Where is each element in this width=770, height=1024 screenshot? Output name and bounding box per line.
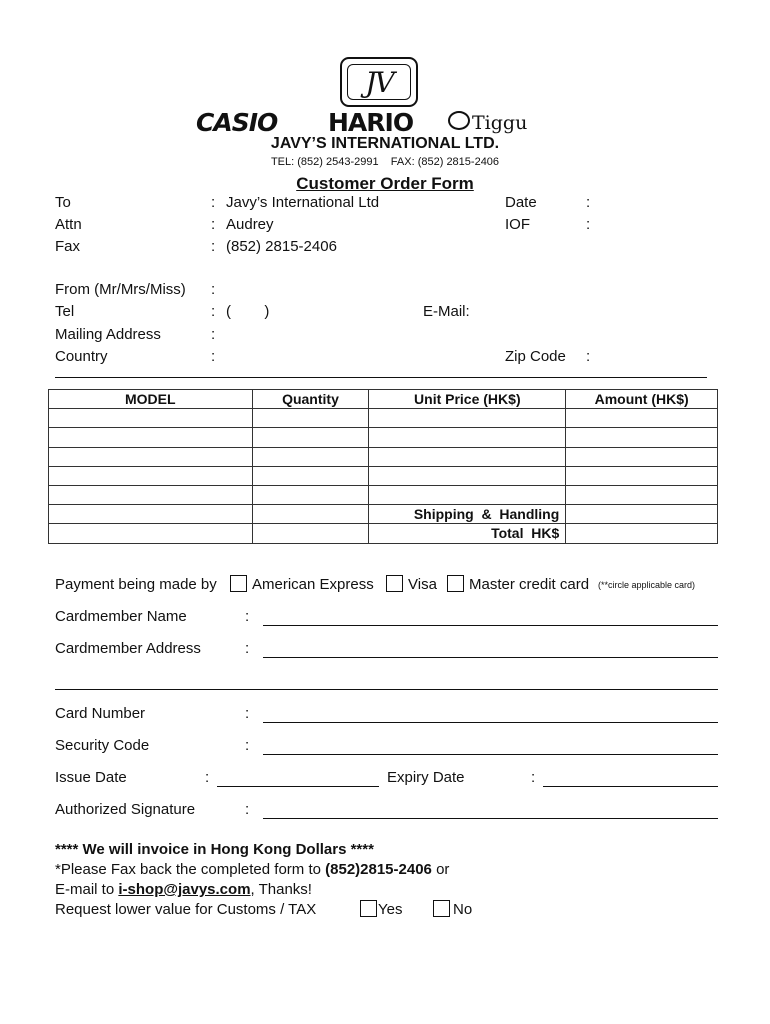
colon: : [205, 769, 210, 786]
tiggu-logo-icon [448, 111, 470, 130]
form-title: Customer Order Form [296, 174, 474, 193]
table-row [49, 409, 718, 428]
jv-logo [340, 57, 418, 107]
payment-note: (**circle applicable card) [598, 580, 696, 590]
colon: : [245, 705, 250, 722]
expiry-date-field[interactable] [543, 786, 718, 787]
to-label: To [55, 194, 71, 211]
master-label: Master credit card [469, 576, 590, 593]
brand-tiggu: Tiggu [472, 112, 528, 134]
address-label: Mailing Address [55, 326, 161, 343]
tel-value: ( ) [226, 303, 270, 320]
order-table [48, 389, 718, 544]
card-number-field[interactable] [263, 722, 718, 723]
issue-date-field[interactable] [217, 786, 379, 787]
colon: : [245, 640, 250, 657]
colon: : [531, 769, 536, 786]
table-header-row [49, 390, 718, 409]
visa-checkbox[interactable] [386, 575, 403, 592]
fax-instruction [55, 861, 449, 878]
colon: : [245, 737, 250, 754]
yes-checkbox[interactable] [360, 900, 377, 917]
signature-label: Authorized Signature [55, 801, 196, 818]
unit-price-header: Unit Price (HK$) [369, 390, 566, 409]
country-label: Country [55, 348, 108, 365]
date-label: Date [505, 194, 537, 211]
model-header: MODEL [49, 390, 253, 409]
amex-checkbox[interactable] [230, 575, 247, 592]
email-link[interactable]: i-shop@javys.com [118, 881, 251, 898]
security-code-label: Security Code [55, 737, 150, 754]
cardmember-address-label: Cardmember Address [55, 640, 201, 657]
colon: : [586, 216, 591, 233]
total-row [49, 524, 718, 543]
email-suffix: , Thanks! [250, 881, 312, 898]
zip-label: Zip Code [505, 348, 566, 365]
table-row [49, 428, 718, 447]
expiry-date-label: Expiry Date [387, 769, 465, 786]
table-row [49, 485, 718, 504]
colon: : [245, 608, 250, 625]
security-code-field[interactable] [263, 754, 718, 755]
card-number-label: Card Number [55, 705, 146, 722]
logo-text: JV [365, 66, 393, 99]
table-row [49, 447, 718, 466]
fax-value: (852) 2815-2406 [226, 238, 337, 255]
total-label: Total HK$ [369, 524, 566, 543]
no-checkbox[interactable] [433, 900, 450, 917]
divider [55, 377, 707, 378]
colon: : [211, 348, 216, 365]
email-instruction [55, 881, 312, 898]
colon: : [245, 801, 250, 818]
cardmember-name-label: Cardmember Name [55, 608, 187, 625]
colon: : [586, 194, 591, 211]
colon: : [211, 238, 216, 255]
issue-date-label: Issue Date [55, 769, 127, 786]
from-label: From (Mr/Mrs/Miss) [55, 281, 186, 298]
company-name: JAVY’S INTERNATIONAL LTD. [270, 135, 500, 152]
cardmember-name-field[interactable] [263, 625, 718, 626]
payment-prefix: Payment being made by [55, 576, 217, 593]
colon: : [586, 348, 591, 365]
to-value: Javy’s International Ltd [226, 194, 380, 211]
colon: : [211, 326, 216, 343]
shipping-row [49, 505, 718, 524]
yes-label: Yes [378, 901, 403, 918]
brand-hario: HARIO [328, 108, 414, 137]
fax-number: (852)2815-2406 [325, 861, 432, 878]
attn-label: Attn [55, 216, 82, 233]
shipping-label: Shipping & Handling [369, 505, 566, 524]
brand-casio: CASIO [196, 108, 278, 137]
fax-suffix: or [431, 861, 450, 878]
cardmember-address-field[interactable] [263, 657, 718, 658]
email-prefix: E-mail to [55, 881, 119, 898]
fax-prefix: *Please Fax back the completed form to [55, 861, 326, 878]
colon: : [211, 281, 216, 298]
colon: : [211, 194, 216, 211]
colon: : [211, 216, 216, 233]
fax-label: Fax [55, 238, 81, 255]
visa-label: Visa [408, 576, 437, 593]
table-row [49, 466, 718, 485]
invoice-note: **** We will invoice in Hong Kong Dollars **** [55, 841, 374, 858]
colon: : [211, 303, 216, 320]
cardmember-address-field-2[interactable] [55, 689, 718, 690]
company-contact: TEL: (852) 2543-2991 FAX: (852) 2815-2406 [270, 156, 500, 168]
tel-label: Tel [55, 303, 75, 320]
quantity-header: Quantity [252, 390, 369, 409]
signature-field[interactable] [263, 818, 718, 819]
no-label: No [453, 901, 473, 918]
master-checkbox[interactable] [447, 575, 464, 592]
amount-header: Amount (HK$) [566, 390, 718, 409]
customs-label: Request lower value for Customs / TAX [55, 901, 317, 918]
iof-label: IOF [505, 216, 530, 233]
attn-value: Audrey [226, 216, 274, 233]
email-label: E-Mail: [423, 303, 470, 320]
amex-label: American Express [252, 576, 374, 593]
